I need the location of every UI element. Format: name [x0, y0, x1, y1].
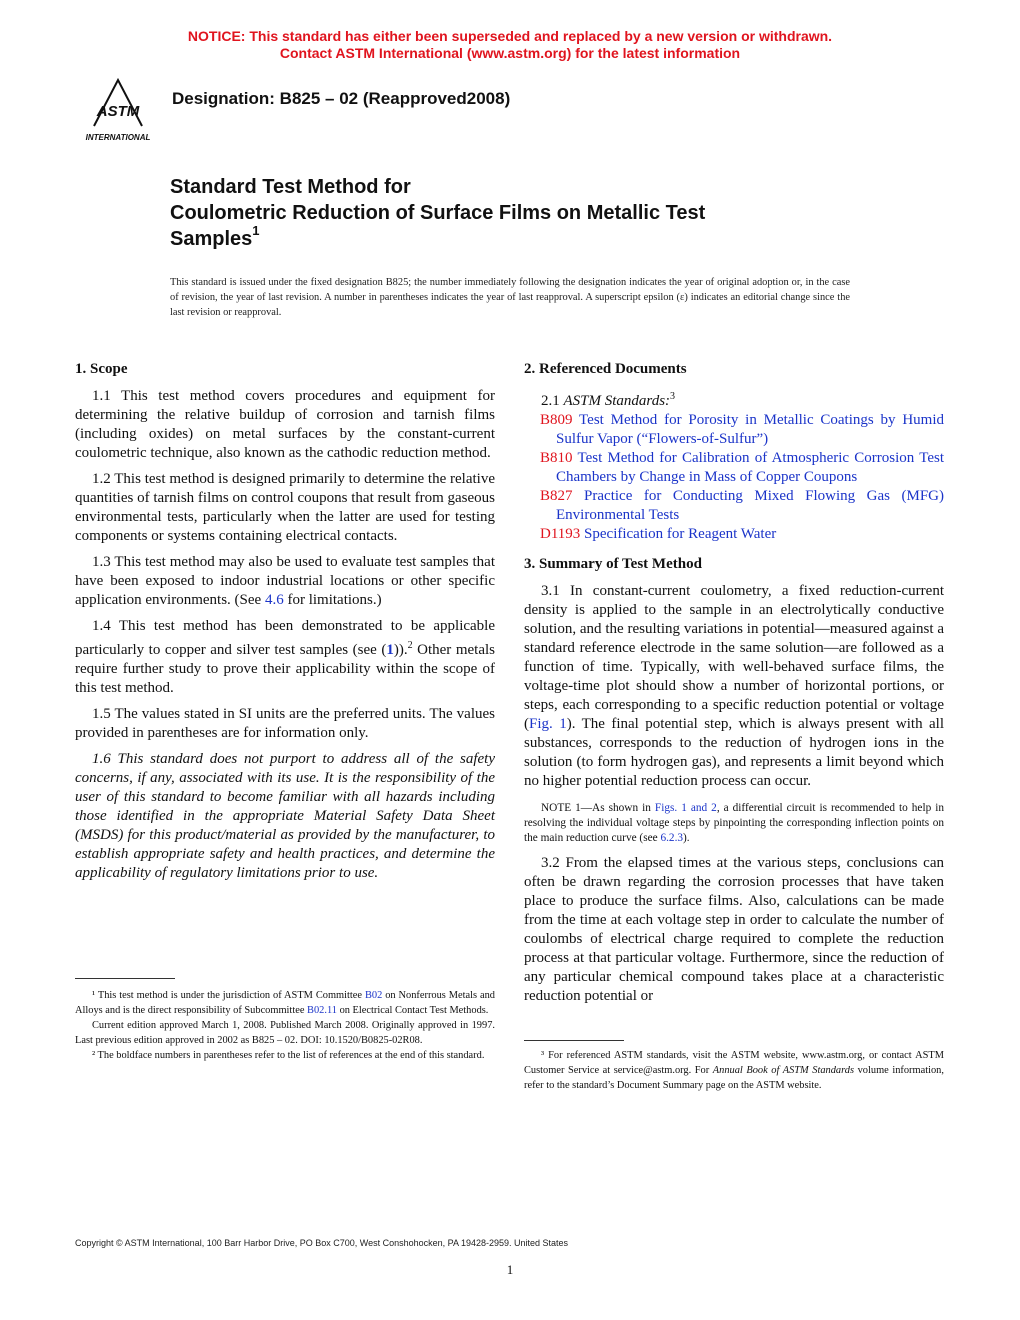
astm-logo [74, 74, 162, 144]
link-section-6-2-3[interactable]: 6.2.3 [660, 832, 684, 844]
ref-code-d1193[interactable]: D1193 [540, 526, 581, 542]
footnote-3-italic: Annual Book of ASTM Standards [712, 1065, 855, 1076]
scope-1-3-text-b: for limitations.) [283, 592, 382, 608]
summary-3-1-text-a: 3.1 In constant-current coulometry, a fixed reduction-current density is applied to the sample in an electrolytically conductive solution, and the resulting variations in potential—measured against a standard reference electrode in the same solution—are followed as a function of time. Typically, with well-behaved surface films, the voltage-time plot should show a number of horizontal portions, or steps, each corresponding to a specific reduction potential or voltage ( [524, 583, 944, 732]
ref-code-b810[interactable]: B810 [540, 450, 573, 466]
link-fig-1[interactable]: Fig. 1 [529, 716, 567, 732]
ref-title-b809[interactable]: Test Method for Porosity in Metallic Coatings by Humid Sulfur Vapor (“Flowers-of-Sulfur”) [556, 412, 944, 447]
footnote-3 [524, 1048, 944, 1093]
title-line-2: Coulometric Reduction of Surface Films on Metallic Test [170, 202, 706, 224]
supersede-notice [0, 28, 1020, 62]
right-column [524, 360, 944, 1013]
ref-item-b827[interactable] [524, 487, 944, 525]
link-reference-1[interactable]: 1 [386, 642, 394, 658]
notice-line-1: NOTICE: This standard has either been superseded and replaced by a new version or withdrawn. [187, 28, 833, 44]
scope-1-5: 1.5 The values stated in SI units are the preferred units. The values provided in parentheses are for information only. [75, 706, 495, 741]
footnote-1-text-b: on Nonferrous Metals and Alloys and is the direct responsibility of Subcommittee [75, 990, 495, 1016]
astm-standards-num: 2.1 [541, 393, 564, 409]
note-1-text-b: , a differential circuit is recommended to help in resolving the individual voltage steps by pinpointing the corresponding inflection points on the main reduction curve (see [524, 802, 945, 844]
link-subcommittee-b02-11[interactable]: B02.11 [307, 1005, 337, 1016]
footnote-rule-left [75, 978, 175, 979]
footnote-1-edition: Current edition approved March 1, 2008. Published March 2008. Originally approved in 1997. Last previous edition approved in 2002 as B825 – 02. DOI: 10.1520/B0825-02R08. [75, 1020, 495, 1046]
scope-1-1: 1.1 This test method covers procedures and equipment for determining the relative buildup of corrosion and tarnish films (including oxides) on metal surfaces by the constant-current coulometric technique, also known as the cathodic reduction method. [75, 388, 495, 461]
ref-code-b809[interactable]: B809 [540, 412, 573, 428]
ref-title-b827[interactable]: Practice for Conducting Mixed Flowing Gas (MFG) Environmental Tests [556, 488, 944, 523]
astm-standards-text: ASTM Standards: [563, 393, 671, 409]
copyright: Copyright © ASTM International, 100 Barr Harbor Drive, PO Box C700, West Conshohocken, PA 19428-2959. United States [75, 1238, 569, 1248]
ref-title-d1193[interactable]: Specification for Reagent Water [580, 526, 777, 542]
footnote-rule-right [524, 1040, 624, 1041]
ref-item-b809[interactable] [524, 411, 944, 449]
page-number: 1 [506, 1262, 514, 1277]
summary-3-2: 3.2 From the elapsed times at the various steps, conclusions can often be drawn regarding the corrosion processes that have taken place to produce the surface films. Also, calculations can be made from the time at each voltage step in order to calculate the number of coulombs of electrical charge required to complete the reduction process at that particular voltage. Furthermore, since the reduction of any particular chemical compound takes place at a characteristic reduction potential or [524, 855, 944, 1004]
notice-line-2: Contact ASTM International (www.astm.org) for the latest information [279, 45, 741, 61]
ref-item-b810[interactable] [524, 449, 944, 487]
left-column [75, 360, 495, 890]
designation: Designation: B825 – 02 (Reapproved2008) [172, 89, 511, 108]
document-title [170, 174, 870, 252]
title-line-1: Standard Test Method for [170, 176, 411, 198]
footnote-1-text-c: on Electrical Contact Test Methods. [336, 1005, 489, 1016]
note-1-text-a: NOTE 1—As shown in [541, 802, 655, 814]
note-1-text-c: ). [683, 832, 690, 844]
footnote-3-text-b: volume information, refer to the standard’s Document Summary page on the ASTM website. [524, 1065, 944, 1091]
summary-3-1 [524, 582, 944, 791]
scope-1-6: 1.6 This standard does not purport to address all of the safety concerns, if any, associated with its use. It is the responsibility of the user of this standard to become familiar with all hazards including those identified in the appropriate Material Safety Data Sheet (MSDS) for this product/material as provided by the manufacturer, to establish appropriate safety and health practices, and determine the applicability of regulatory limitations prior to use. [75, 751, 495, 881]
footnote-ref-3: 3 [670, 391, 676, 402]
footnote-1 [75, 988, 495, 1018]
footnotes-left [75, 988, 495, 1063]
summary-heading: 3. Summary of Test Method [524, 556, 702, 572]
link-section-4-6[interactable]: 4.6 [264, 592, 284, 608]
scope-1-4-text-a: 1.4 This test method has been demonstrated to be applicable particularly to copper and silver test samples (see ( [75, 618, 495, 658]
link-figs-1-2[interactable]: Figs. 1 and 2 [654, 802, 717, 814]
ref-title-b810[interactable]: Test Method for Calibration of Atmospheric Corrosion Test Chambers by Change in Mass of Copper Coupons [556, 450, 944, 485]
scope-1-4 [75, 617, 495, 698]
logo-letters: ASTM [96, 103, 140, 120]
scope-heading: 1. Scope [75, 361, 128, 377]
title-footnote-ref: 1 [252, 223, 260, 239]
footnote-ref-2: 2 [407, 640, 413, 651]
note-1 [524, 801, 944, 846]
logo-caption: INTERNATIONAL [85, 133, 151, 142]
referenced-documents-heading: 2. Referenced Documents [524, 361, 687, 377]
scope-1-3-text-a: 1.3 This test method may also be used to evaluate test samples that have been exposed to indoor industrial locations or other specific application environments. (See [75, 554, 495, 608]
footnote-2: ² The boldface numbers in parentheses refer to the list of references at the end of this standard. [92, 1050, 485, 1061]
issue-statement: This standard is issued under the fixed designation B825; the number immediately following the designation indicates the year of original adoption or, in the case of revision, the year of last revision. A number in parentheses indicates the year of last reapproval. A superscript epsilon (ε) indicates an editorial change since the last revision or reapproval. [170, 277, 850, 318]
astm-standards-label [524, 387, 944, 411]
scope-1-4-text-c: Other metals require further study to prove their applicability within the scope of this test method. [75, 642, 495, 696]
ref-code-b827[interactable]: B827 [540, 488, 573, 504]
footnote-1-text-a: ¹ This test method is under the jurisdiction of ASTM Committee [92, 990, 365, 1001]
scope-1-4-text-b: )). [393, 642, 408, 658]
scope-1-3 [75, 553, 495, 610]
ref-item-d1193[interactable] [524, 525, 944, 544]
footnote-3-text-a: ³ For referenced ASTM standards, visit the ASTM website, www.astm.org, or contact ASTM Customer Service at service@astm.org. For [524, 1050, 944, 1076]
scope-1-2: 1.2 This test method is designed primarily to determine the relative quantities of tarnish films on control coupons that result from gaseous environmental tests, particularly when the latter are used for testing components or systems containing electrical contacts. [75, 471, 495, 544]
title-line-3: Samples [170, 228, 253, 250]
link-committee-b02[interactable]: B02 [364, 990, 383, 1001]
footnotes-right [524, 1048, 944, 1093]
summary-3-1-text-b: ). The final potential step, which is always present with all substances, corresponds to the reduction of hydrogen ions in the solution (to form hydrogen gas), and represents a limit beyond which no higher potential reduction process can occur. [524, 716, 944, 789]
